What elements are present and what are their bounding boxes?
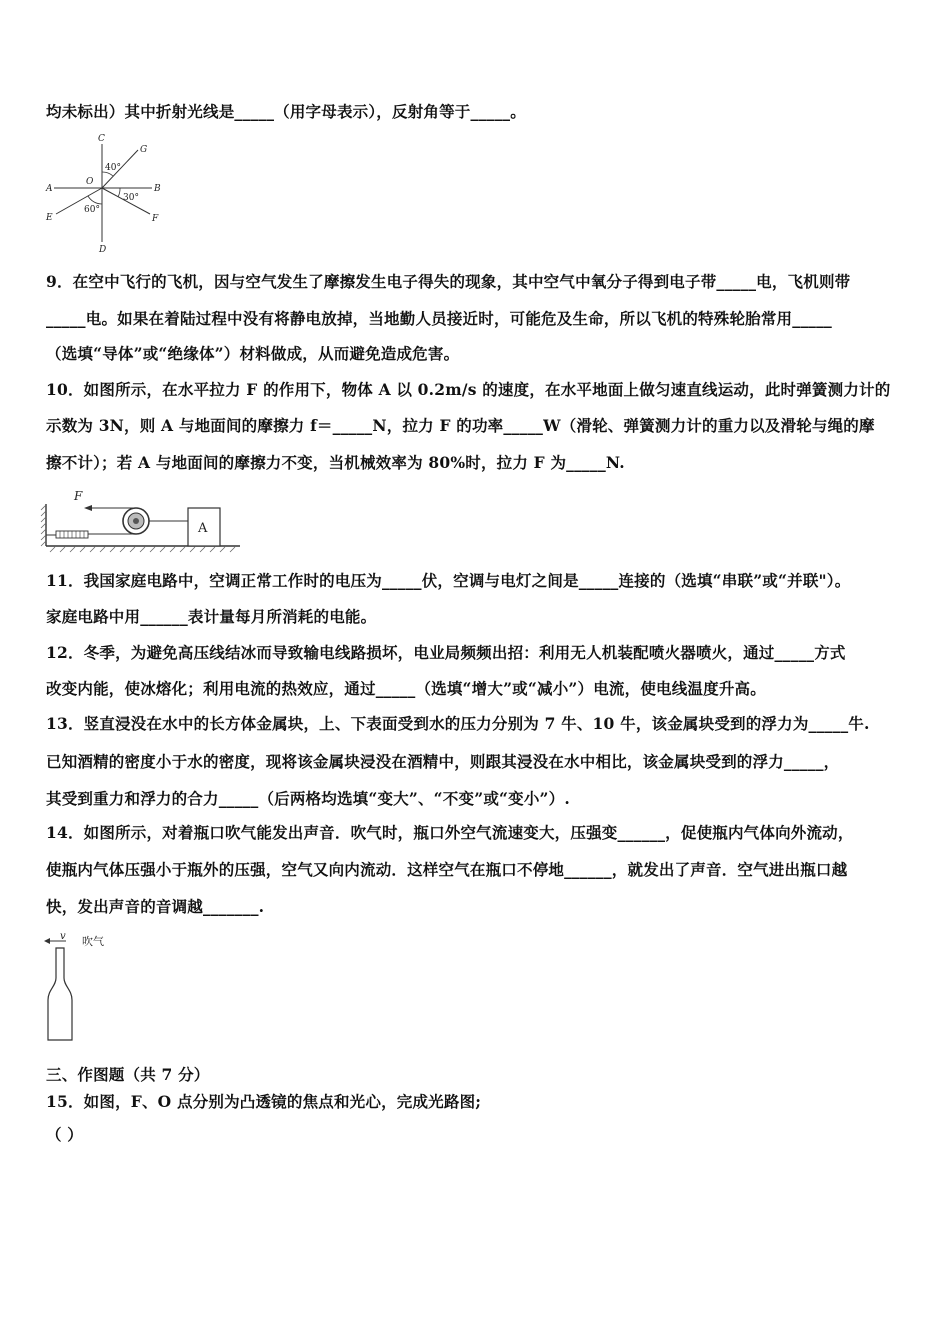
label-d: D (99, 245, 107, 254)
speed-label: v (60, 931, 66, 942)
label-c: C (98, 134, 105, 144)
label-30: 30° (123, 193, 139, 203)
q9-line-1: 9．在空中飞行的飞机，因与空气发生了摩擦发生电子得失的现象，其中空气中氧分子得到电子带_____电，飞机则带 (46, 272, 851, 291)
q13-line-3: 其受到重力和浮力的合力_____（后两格均选填“变大”、“不变”或“变小”）. (46, 789, 570, 808)
label-60: 60° (84, 205, 100, 215)
label-g: G (140, 145, 148, 155)
q10-line-1: 10．如图所示，在水平拉力 F 的作用下，物体 A 以 0.2m/s 的速度，在水平地面上做匀速直线运动，此时弹簧测力计的 (46, 380, 891, 399)
block-label: A (198, 521, 208, 536)
label-40: 40° (105, 163, 121, 173)
label-b: B (154, 184, 161, 194)
pulley-diagram (40, 486, 245, 554)
q15-line-1: 15．如图，F、O 点分别为凸透镜的焦点和光心，完成光路图; (46, 1092, 482, 1111)
q12-line-1: 12．冬季，为避免高压线结冰而导致输电线路损坏，电业局频频出招：利用无人机装配喷火器喷火，通过_____方式 (46, 643, 846, 662)
q10-line-3: 擦不计）；若 A 与地面间的摩擦力不变，当机械效率为 80%时，拉力 F 为_____N. (46, 453, 625, 472)
label-a: A (46, 184, 53, 194)
optics-diagram (44, 132, 169, 254)
q9-line-3: （选填“导体”或“绝缘体”）材料做成，从而避免造成危害。 (46, 344, 460, 363)
label-o: O (86, 177, 94, 187)
q13-line-1: 13．竖直浸没在水中的长方体金属块，上、下表面受到水的压力分别为 7 牛、10 牛，该金属块受到的浮力为_____牛. (46, 714, 870, 733)
q14-line-3: 快，发出声音的音调越_______. (46, 897, 265, 916)
blow-label: 吹气 (82, 935, 104, 948)
q14-line-1: 14．如图所示，对着瓶口吹气能发出声音．吹气时，瓶口外空气流速变大，压强变______，促使瓶内气体向外流动， (46, 823, 854, 842)
q8-tail-line: 均未标出）其中折射光线是_____（用字母表示），反射角等于_____。 (46, 102, 526, 121)
q10-line-2: 示数为 3N，则 A 与地面间的摩擦力 f＝_____N，拉力 F 的功率_____W（滑轮、弹簧测力计的重力以及滑轮与绳的摩 (46, 416, 875, 435)
label-e: E (46, 213, 53, 223)
q13-line-2: 已知酒精的密度小于水的密度，现将该金属块浸没在酒精中，则跟其浸没在水中相比，该金属块受到的浮力_____， (46, 752, 840, 771)
section-title: 三、作图题（共 7 分） (46, 1065, 210, 1084)
q15-answer-blank: （ ） (46, 1125, 83, 1144)
label-f: F (152, 214, 159, 224)
q9-line-2: _____电。如果在着陆过程中没有将静电放掉，当地勤人员接近时，可能危及生命，所以飞机的特殊轮胎常用_____ (46, 309, 833, 328)
q14-line-2: 使瓶内气体压强小于瓶外的压强，空气又向内流动．这样空气在瓶口不停地______，就发出了声音．空气进出瓶口越 (46, 860, 848, 879)
bottle-diagram (40, 930, 120, 1046)
q12-line-2: 改变内能，使冰熔化；利用电流的热效应，通过_____（选填“增大”或“减小”）电流，使电线温度升高。 (46, 679, 766, 698)
force-label: F (74, 489, 83, 503)
q11-line-1: 11．我国家庭电路中，空调正常工作时的电压为_____伏，空调与电灯之间是_____连接的（选填“串联”或“并联"）。 (46, 571, 851, 590)
q11-line-2: 家庭电路中用______表计量每月所消耗的电能。 (46, 607, 377, 626)
